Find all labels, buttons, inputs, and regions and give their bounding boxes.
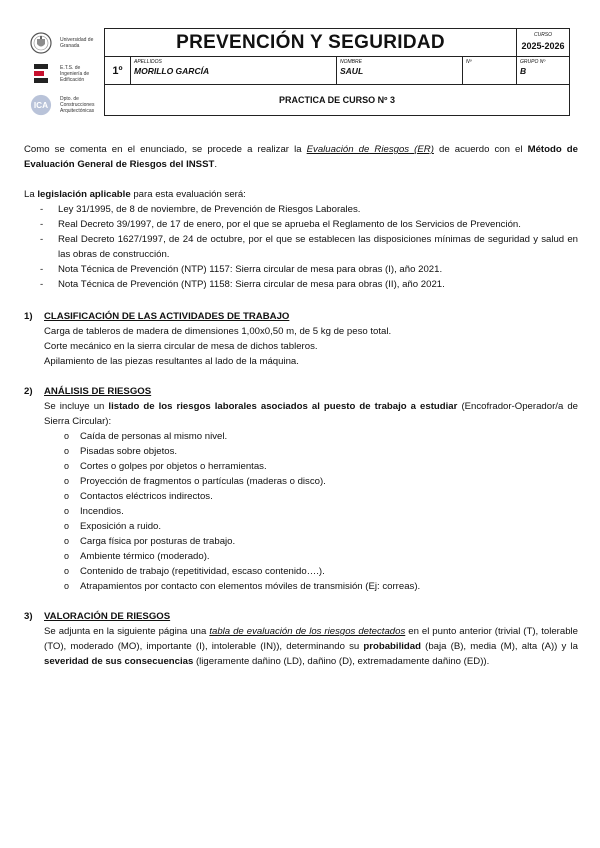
university-logo: Universidad de Granada	[30, 28, 104, 58]
list-item: o Incendios.	[64, 504, 578, 519]
section-3	[24, 609, 578, 669]
list-item: o Contactos eléctricos indirectos.	[64, 489, 578, 504]
list-item: - Real Decreto 39/1997, de 17 de enero, por el que se aprueba el Reglamento de los Servicios de Prevención.	[40, 217, 578, 232]
numero-field: Nº	[463, 57, 517, 85]
practica-title: PRACTICA DE CURSO Nº 3	[279, 95, 395, 105]
page-title: PREVENCIÓN Y SEGURIDAD	[105, 29, 517, 57]
section-2-paragraph: Se incluye un listado de los riesgos laborales asociados al puesto de trabajo a estudiar (Encofrador-Operador/a de Sierra Circular):	[44, 401, 579, 427]
school-logo: E.T.S. de Ingeniería de Edificación	[30, 59, 104, 89]
nombre-field: NOMBRE SAUL	[337, 57, 463, 85]
list-item: - Ley 31/1995, de 8 de noviembre, de Prevención de Riesgos Laborales.	[40, 202, 578, 217]
grupo-field: GRUPO Nº B	[517, 57, 569, 85]
legislation-heading: La legislación aplicable para esta evaluación será:	[24, 189, 246, 200]
university-seal-icon	[30, 32, 52, 54]
list-item: o Contenido de trabajo (repetitividad, escaso contenido….).	[64, 564, 578, 579]
section-heading: 1) CLASIFICACIÓN DE LAS ACTIVIDADES DE TRABAJO	[24, 311, 290, 322]
section-2	[24, 384, 578, 594]
list-item: o Carga física por posturas de trabajo.	[64, 534, 578, 549]
list-item: o Proyección de fragmentos o partículas (maderas o disco).	[64, 474, 578, 489]
course-number: 1º	[105, 57, 131, 85]
section-heading: 3) VALORACIÓN DE RIESGOS	[24, 611, 171, 622]
intro-paragraph: Como se comenta en el enunciado, se procede a realizar la Evaluación de Riesgos (ER) de acuerdo con el Método de Evaluación General de Riesgos del INSST.	[24, 144, 578, 170]
curso-cell: CURSO 2025-2026	[517, 29, 569, 57]
section-1	[24, 309, 578, 369]
department-logo: ICA Dpto. de Construcciones Arquitectónicas	[30, 90, 104, 120]
activity-line: Corte mecánico en la sierra circular de mesa de dichos tableros.	[44, 341, 318, 352]
list-item: o Pisadas sobre objetos.	[64, 444, 578, 459]
list-item: o Cortes o golpes por objetos o herramientas.	[64, 459, 578, 474]
document-body	[24, 142, 578, 669]
header-logos	[30, 28, 104, 121]
header-table	[104, 28, 570, 116]
list-item: o Atrapamientos por contacto con elementos móviles de transmisión (Ej: correas).	[64, 579, 578, 594]
curso-value: 2025-2026	[521, 41, 565, 51]
section-3-paragraph: Se adjunta en la siguiente página una tabla de evaluación de los riesgos detectados en el punto anterior (trivial (T), tolerable (TO), moderado (MO), importante (I), intolerable (IN)), determinando su probabilidad (baja (B), media (M), alta (A)) y la severidad de sus consecuencias (ligeramente dañino (LD), dañino (D), extremadamente dañino (ED)).	[44, 626, 578, 667]
list-item: - Nota Técnica de Prevención (NTP) 1158: Sierra circular de mesa para obras (II), año 2021.	[40, 277, 578, 292]
list-item: o Exposición a ruido.	[64, 519, 578, 534]
school-emblem-icon	[30, 63, 52, 85]
department-emblem-icon	[30, 94, 52, 116]
list-item: - Nota Técnica de Prevención (NTP) 1157: Sierra circular de mesa para obras (I), año 2021.	[40, 262, 578, 277]
apellidos-field: APELLIDOS MORILLO GARCÍA	[131, 57, 337, 85]
legislation-list	[24, 202, 578, 292]
svg-text:ICA: ICA	[33, 101, 49, 111]
activity-line: Carga de tableros de madera de dimensiones 1,00x0,50 m, de 5 kg de peso total.	[44, 326, 392, 337]
list-item: o Ambiente térmico (moderado).	[64, 549, 578, 564]
activity-line: Apilamiento de las piezas resultantes al lado de la máquina.	[44, 356, 299, 367]
list-item: o Caída de personas al mismo nivel.	[64, 429, 578, 444]
risk-list	[44, 429, 578, 594]
list-item: - Real Decreto 1627/1997, de 24 de octubre, por el que se establecen las disposiciones mínimas de seguridad y salud en las obras de construcción.	[40, 232, 578, 262]
section-heading: 2) ANÁLISIS DE RIESGOS	[24, 386, 152, 397]
